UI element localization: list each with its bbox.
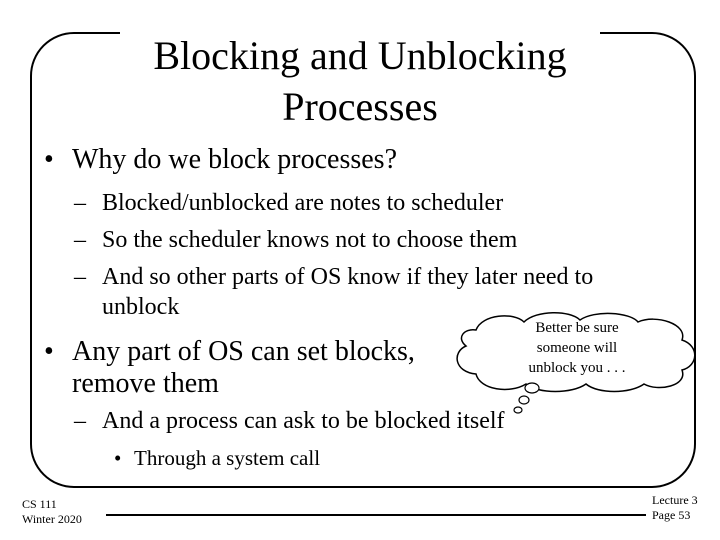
footer-course <box>22 497 82 527</box>
subbullet-1-text: Blocked/unblocked are notes to scheduler <box>102 190 504 216</box>
slide-title <box>120 30 600 134</box>
callout-line-3: unblock you . . . <box>528 360 626 376</box>
subbullet-2-marker: – <box>74 227 86 253</box>
footer-lecture: Lecture 3 <box>652 493 698 507</box>
footer-course-name: CS 111 <box>22 497 57 511</box>
subbullet-2-text: So the scheduler knows not to choose them <box>102 227 518 253</box>
callout-line-2: someone will <box>536 340 618 356</box>
bullet-1-marker: • <box>44 144 54 175</box>
title-line-2: Processes <box>282 84 438 129</box>
footer-page-info <box>652 493 698 523</box>
bullet-2-text-line-1: Any part of OS can set blocks, <box>72 336 415 367</box>
footer-term: Winter 2020 <box>22 512 82 526</box>
subbullet-4-marker: – <box>74 408 86 434</box>
subbullet-4-text: And a process can ask to be blocked itself <box>102 408 505 434</box>
footer-page-number: Page 53 <box>652 508 691 522</box>
callout-text <box>482 318 672 378</box>
subsubbullet-1-text: Through a system call <box>134 446 321 470</box>
subbullet-3-marker: – <box>74 264 86 290</box>
bullet-2-marker: • <box>44 336 54 367</box>
bullet-2-text-line-2: remove them <box>72 368 219 399</box>
footer-divider <box>106 514 646 516</box>
thought-bubble-tail <box>510 380 540 416</box>
subbullet-1-marker: – <box>74 190 86 216</box>
title-line-1: Blocking and Unblocking <box>153 33 567 78</box>
subsubbullet-1-marker: • <box>114 446 122 470</box>
bullet-1-text: Why do we block processes? <box>72 144 398 175</box>
subbullet-3-text: And so other parts of OS know if they later need to <box>102 264 594 290</box>
callout-line-1: Better be sure <box>535 320 619 336</box>
subbullet-3-continuation: unblock <box>102 294 180 320</box>
